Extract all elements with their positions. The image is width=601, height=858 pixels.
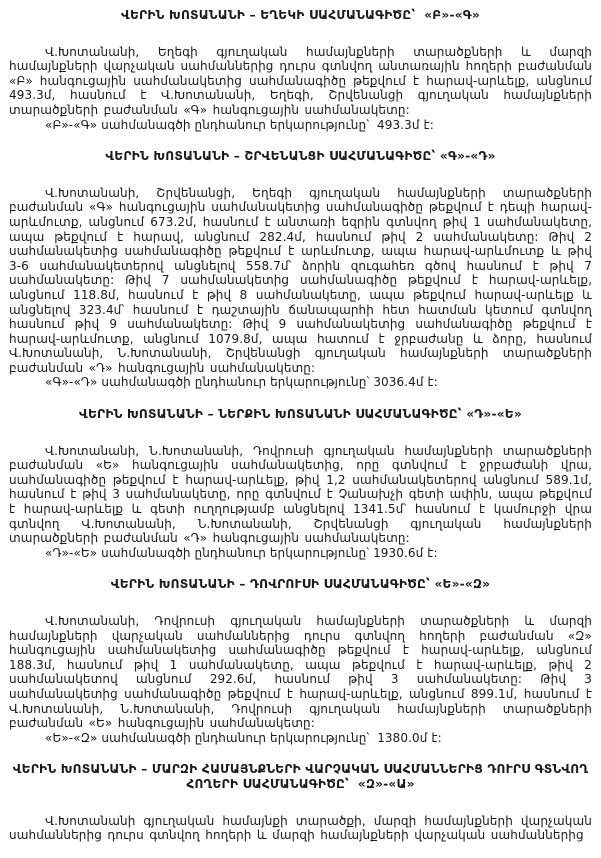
- section-total-length: «Ե»-«Զ» սահմանագծի ընդհանուր երկարությունը՝ 1380.0մ է:: [45, 730, 442, 745]
- section-body-text: Վ.Խոտանանի, Եղեգի գյուղական համայնքների տարածքների և մարզի համայնքների վարչական սահմաններից դուրս գտնվող անտառային հողերի բաժանման «Բ» հանգուցային սահմանակետից սահմանագիծը թեքվում է հարավ-արևելք, անցնում 493.3մ, հասնում է Վ.Խոտանանի, Եղեգի, Շրվենանցի գյուղական համայնքների տարածքների բաժանման «Գ» հանգուցային սահմանակետը:: [9, 44, 592, 117]
- section-z-a: [9, 762, 592, 842]
- section-heading: ՎԵՐԻՆ ԽՈՏԱՆԱՆԻ – ԴՈՎՐՈՒՍԻ ՍԱՀՄԱՆԱԳԻԾԸ՝ «Ե»-«Զ»: [110, 577, 491, 592]
- section-heading: ՎԵՐԻՆ ԽՈՏԱՆԱՆԻ – ՆԵՐՔԻՆ ԽՈՏԱՆԱՆԻ ՍԱՀՄԱՆԱԳԻԾԸ՝ «Դ»-«Ե»: [79, 407, 522, 422]
- section-d-e: [9, 407, 592, 560]
- section-total-length: «Դ»-«Ե» սահմանագծի ընդհանուր երկարությունը՝ 1930.6մ է:: [45, 545, 438, 560]
- section-heading: ՎԵՐԻՆ ԽՈՏԱՆԱՆԻ – ՇՐՎԵՆԱՆՑԻ ՍԱՀՄԱՆԱԳԻԾԸ՝ «Գ»-«Դ»: [105, 149, 496, 164]
- section-heading: ՎԵՐԻՆ ԽՈՏԱՆԱՆԻ – ՄԱՐԶԻ ՀԱՄԱՅՆՔՆԵՐԻ ՎԱՐՉԱԿԱՆ ՍԱՀՄԱՆՆԵՐԻՑ ԴՈՒՐՍ ԳՏՆՎՈՂ ՀՈՂԵՐԻ ՍԱՀՄԱՆԱԳԻԾԸ՝ «Զ»-«Ա»: [12, 762, 593, 791]
- section-body-text: Վ.Խոտանանի, Շրվենանցի, Եղեգի գյուղական համայնքների տարածքների բաժանման «Գ» հանգուցային սահմանակետից սահմանագիծը թեքվում է դեպի հարավ-արևմուտք, անցնում 673.2մ, հասնում է անտառի եզրին գտնվող թիվ 1 սահմանակետը, ապա թեքվում է հարավ, անցնում 282.4մ, հասնում թիվ 2 սահմանակետը: Թիվ 2 սահմանակետից սահմանագիծը թեքվում է արևմուտք, ապա հարավ-արևմուտք և թիվ 3-6 սահմանակետերով անցնելով 558.7մ՝ ձորին զուգահեռ գծով հասնում է թիվ 7 սահմանակետը: Թիվ 7 սահմանակետից սահմանագիծը թեքվում է հարավ-արևելք, անցնում 118.8մ, հասնում է թիվ 8 սահմանակետը, ապա թեքվում հարավ-արևելք և անցնելով 323.4մ՝ հասնում է դաշտային ճանապարհի հետ հատման կետում գտնվող հասնում թիվ 9 սահմանակետը: Թիվ 9 սահմանակետից սահմանագիծը թեքվում է հարավ-արևմուտք, անցնում 1079.8մ, ապա հատում է ջրբաժանը և ձորը, հասնում Վ.Խոտանանի, Ն.Խոտանանի, Շրվենանցի գյուղական համայնքների տարածքների բաժանման «Դ» հանգուցային սահմանակետը:: [9, 185, 592, 375]
- section-body-text: Վ.Խոտանանի գյուղական համայնքի տարածքի, մարզի համայնքների վարչական սահմաններից դուրս գտնվող հողերի և մարզի համայնքների վարչական սահմաններից: [9, 813, 592, 843]
- section-body-text: Վ.Խոտանանի, Ն.Խոտանանի, Դովրուսի գյուղական համայնքների տարածքների բաժանման «Ե» հանգուցային սահմանակետից, որը գտնվում է ջրբաժանի վրա, սահմանագիծը թեքվում է հարավ-արևելք, թիվ 1,2 սահմանակետերով անցնում 589.1մ, հասնում է թիվ 3 սահմանակետը, որը գտնվում է Չանախչի գետի ափին, ապա թեքվում է հարավ-արևելք և գետի ուղղությամբ անցնելով 1341.5մ՝ հասնում է կամուրջի վրա գտնվող Վ.Խոտանանի, Ն.Խոտանանի, Շրվենանցի գյուղական համայնքների տարածքների բաժանման «Դ» հանգուցային սահմանակետը:: [9, 443, 592, 546]
- section-heading: ՎԵՐԻՆ ԽՈՏԱՆԱՆԻ – ԵՂԵԿԻ ՍԱՀՄԱՆԱԳԻԾԸ՝ «Բ»-«Գ»: [121, 8, 480, 22]
- section-e-z: [9, 577, 592, 745]
- section-body-text: Վ.Խոտանանի, Դովրուսի գյուղական համայնքների տարածքների և մարզի համայնքների վարչական սահմաններից դուրս գտնվող հողերի բաժանման «Զ» հանգուցային սահմանակետից սահմանագիծը թեքվում է հարավ-արևելք, անցնում 188.3մ, հասնում թիվ 1 սահմանակետը, ապա թեքվում է հարավ-արևելք, թիվ 2 սահմանակետով անցնում 292.6մ, հասնում թիվ 3 սահմանակետը: Թիվ 3 սահմանակետից սահմանագիծը թեքվում է հարավ-արևելք, անցնում 899.1մ, հասնում է Վ.Խոտանանի, Ն.Խոտանանի, Դովրուսի գյուղական համայնքների տարածքների բաժանման «Ե» հանգուցային սահմանակետը:: [9, 614, 592, 731]
- section-total-length: «Գ»-«Դ» սահմանագծի ընդհանուր երկարությունը՝ 3036.4մ է:: [45, 375, 438, 390]
- section-b-g: [9, 8, 592, 132]
- section-g-d: [9, 149, 592, 390]
- section-total-length: «Բ»-«Գ» սահմանագծի ընդհանուր երկարությունը՝ 493.3մ է:: [45, 117, 434, 132]
